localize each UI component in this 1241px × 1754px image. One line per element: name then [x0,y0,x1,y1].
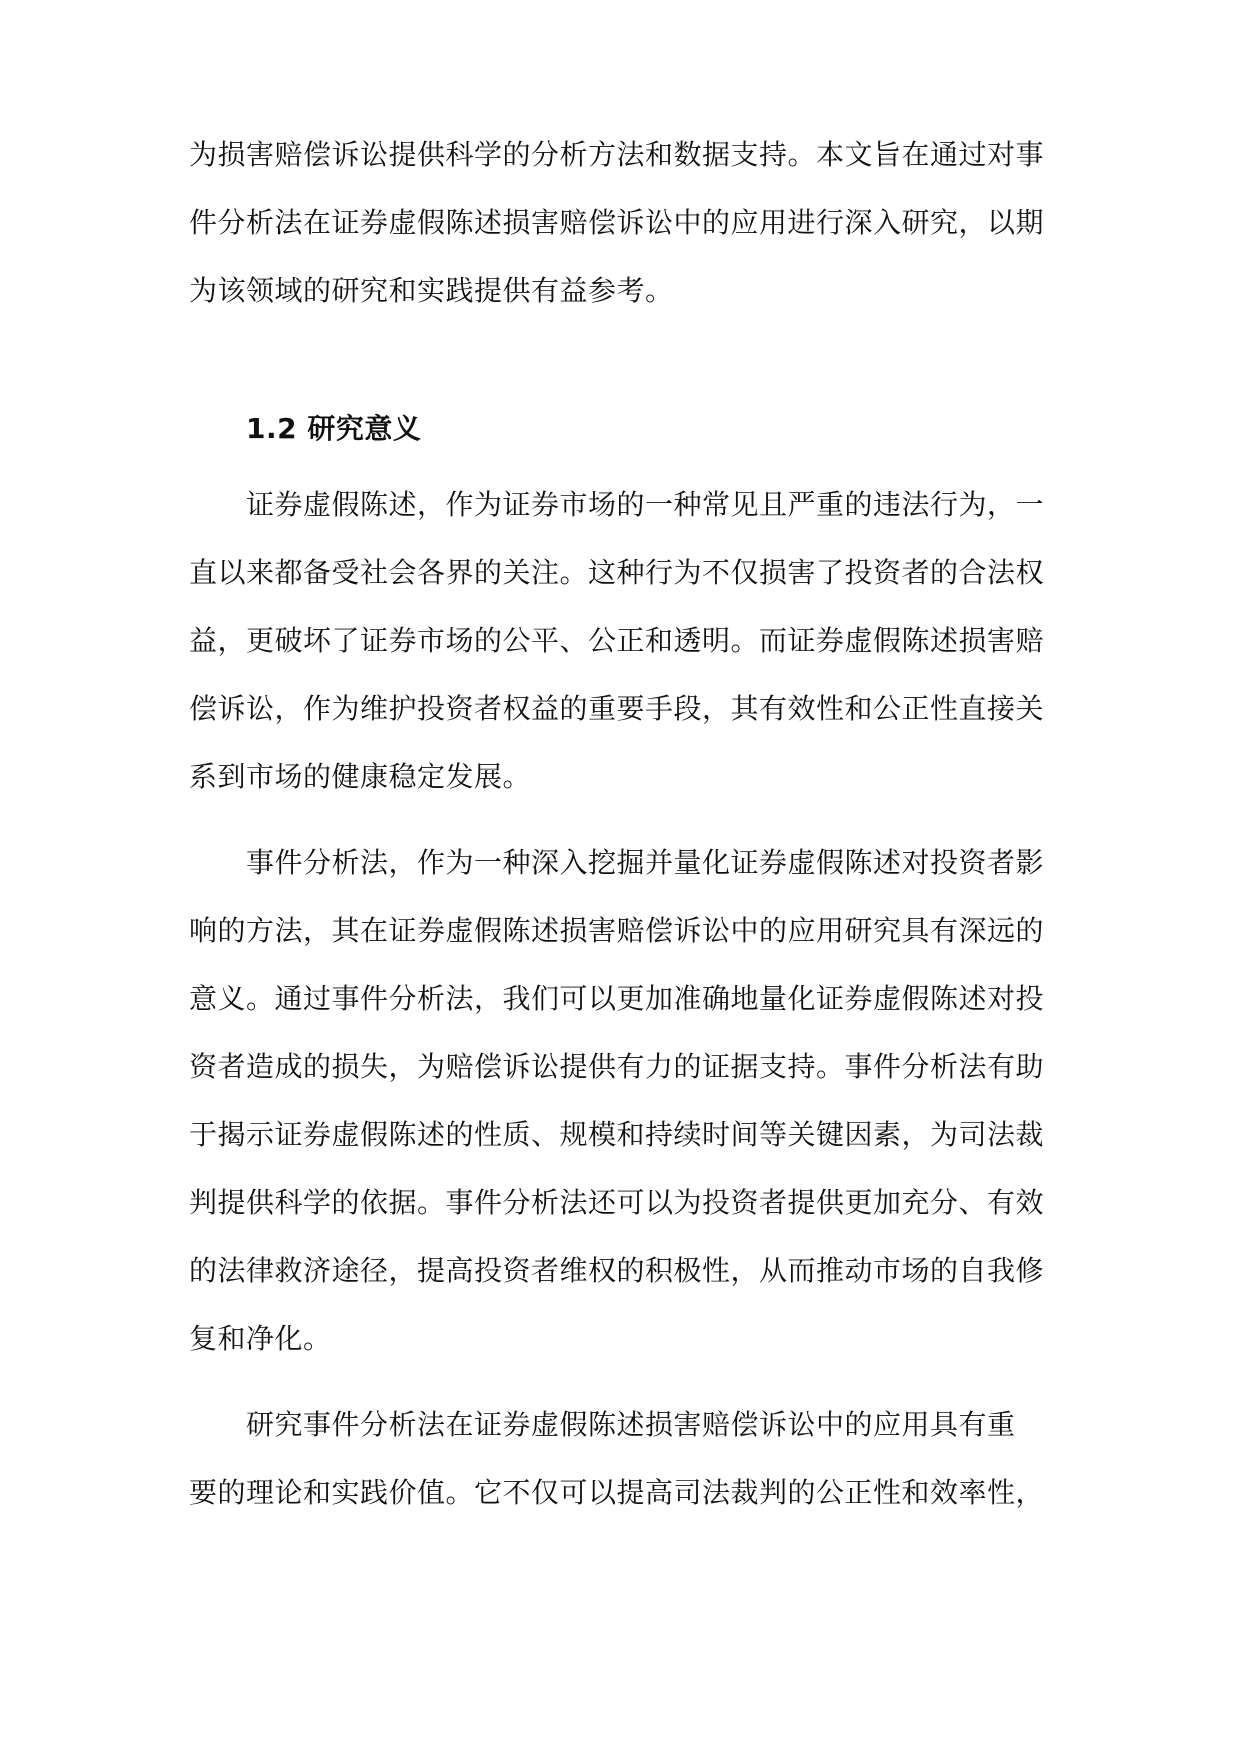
paragraph1-line-5: 系到市场的健康稳定发展。 [189,760,532,793]
intro-line-3: 为该领域的研究和实践提供有益参考。 [189,274,674,307]
paragraph3-line-1: 研究事件分析法在证券虚假陈述损害赔偿诉讼中的应用具有重 [246,1408,1016,1441]
paragraph2-line-3: 意义。通过事件分析法，我们可以更加准确地量化证券虚假陈述对投 [189,982,1045,1015]
paragraph1-line-4: 偿诉讼，作为维护投资者权益的重要手段，其有效性和公正性直接关 [189,692,1045,725]
paragraph3-line-2: 要的理论和实践价值。它不仅可以提高司法裁判的公正性和效率性， [189,1476,1045,1509]
section-heading: 1.2 研究意义 [246,412,422,445]
intro-line-2: 件分析法在证券虚假陈述损害赔偿诉讼中的应用进行深入研究，以期 [189,206,1045,239]
paragraph2-line-4: 资者造成的损失，为赔偿诉讼提供有力的证据支持。事件分析法有助 [189,1050,1045,1083]
paragraph1-line-3: 益，更破坏了证券市场的公平、公正和透明。而证券虚假陈述损害赔 [189,624,1045,657]
intro-line-1: 为损害赔偿诉讼提供科学的分析方法和数据支持。本文旨在通过对事 [189,138,1045,171]
paragraph1-line-1: 证券虚假陈述，作为证券市场的一种常见且严重的违法行为，一 [246,488,1045,521]
paragraph2-line-2: 响的方法，其在证券虚假陈述损害赔偿诉讼中的应用研究具有深远的 [189,914,1045,947]
paragraph2-line-7: 的法律救济途径，提高投资者维权的积极性，从而推动市场的自我修 [189,1254,1045,1287]
paragraph1-line-2: 直以来都备受社会各界的关注。这种行为不仅损害了投资者的合法权 [189,556,1045,589]
paragraph2-line-6: 判提供科学的依据。事件分析法还可以为投资者提供更加充分、有效 [189,1186,1045,1219]
paragraph2-line-5: 于揭示证券虚假陈述的性质、规模和持续时间等关键因素，为司法裁 [189,1118,1045,1151]
paragraph2-line-8: 复和净化。 [189,1322,332,1355]
paragraph2-line-1: 事件分析法，作为一种深入挖掘并量化证券虚假陈述对投资者影 [246,846,1045,879]
